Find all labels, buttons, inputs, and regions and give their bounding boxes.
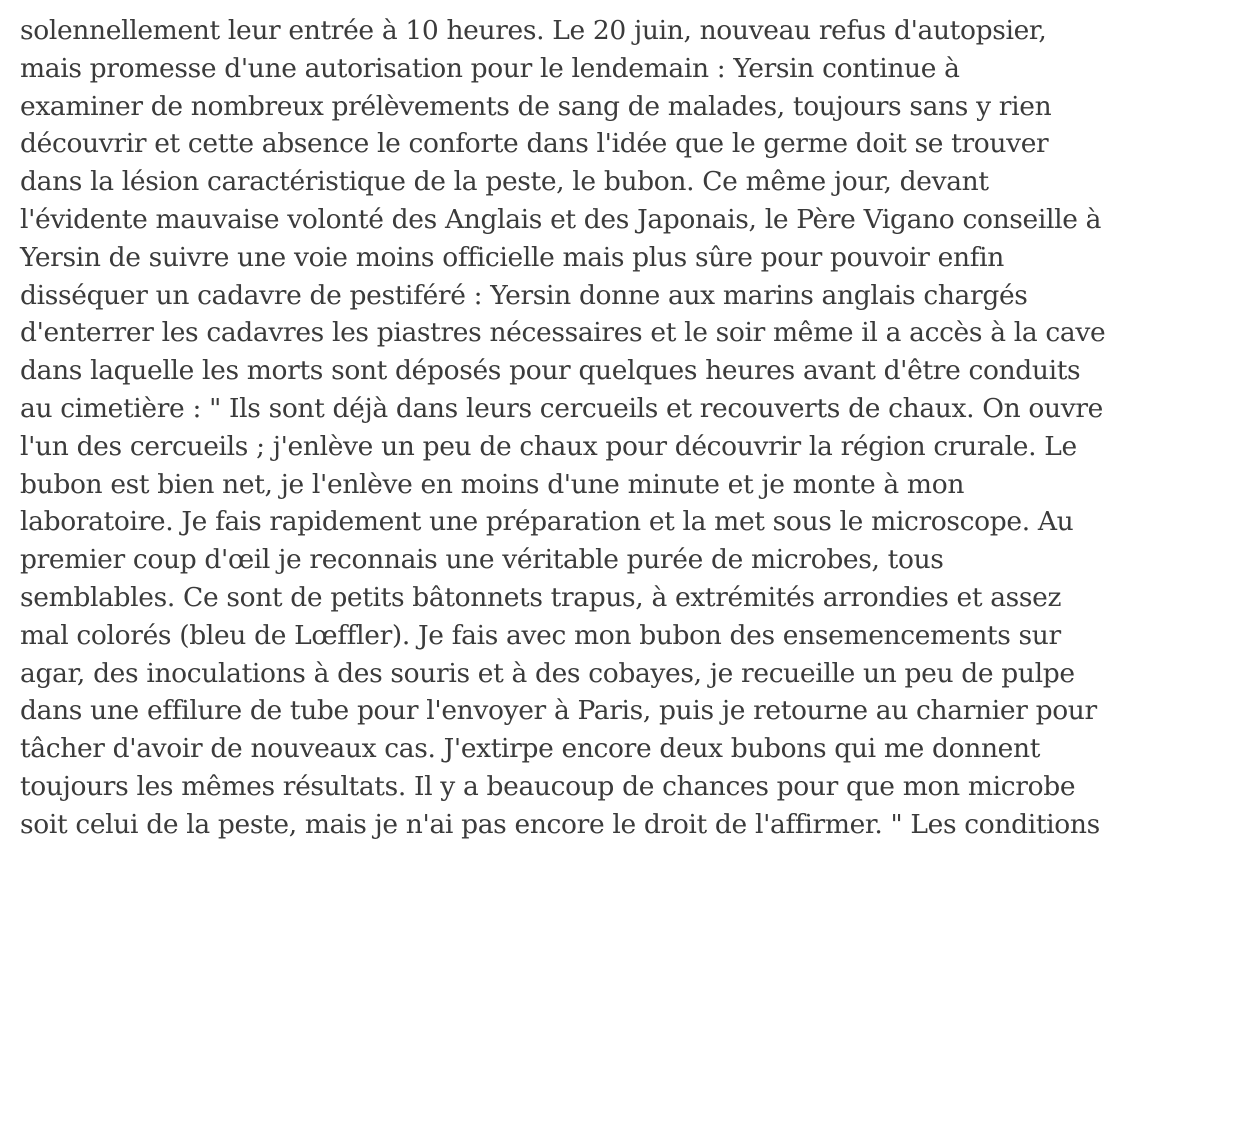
text-line: mal colorés (bleu de Lœffler). Je fais avec mon bubon des ensemencements sur: [20, 619, 1061, 651]
text-line: l'évidente mauvaise volonté des Anglais et des Japonais, le Père Vigano conseille à: [20, 203, 1102, 235]
text-line: dans laquelle les morts sont déposés pour quelques heures avant d'être conduits: [20, 355, 1081, 387]
text-line: semblables. Ce sont de petits bâtonnets trapus, à extrémités arrondies et assez: [20, 581, 1062, 613]
text-line: tâcher d'avoir de nouveaux cas. J'extirpe encore deux bubons qui me donnent: [20, 733, 1041, 765]
text-line: d'enterrer les cadavres les piastres nécessaires et le soir même il a accès à la cave: [20, 317, 1106, 349]
text-line: bubon est bien net, je l'enlève en moins d'une minute et je monte à mon: [20, 468, 965, 500]
text-line: agar, des inoculations à des souris et à des cobayes, je recueille un peu de pulpe: [20, 657, 1075, 689]
text-line: au cimetière : " Ils sont déjà dans leurs cercueils et recouverts de chaux. On ouvre: [20, 392, 1103, 424]
text-line: mais promesse d'une autorisation pour le lendemain : Yersin continue à: [20, 52, 960, 84]
text-line: soit celui de la peste, mais je n'ai pas encore le droit de l'affirmer. " Les conditions: [20, 808, 1100, 840]
text-line: laboratoire. Je fais rapidement une préparation et la met sous le microscope. Au: [20, 506, 1074, 538]
text-line: solennellement leur entrée à 10 heures. Le 20 juin, nouveau refus d'autopsier,: [20, 15, 1047, 46]
text-line: toujours les mêmes résultats. Il y a beaucoup de chances pour que mon microbe: [20, 770, 1076, 802]
text-line: l'un des cercueils ; j'enlève un peu de chaux pour découvrir la région crurale. Le: [20, 430, 1077, 462]
text-line: examiner de nombreux prélèvements de sang de malades, toujours sans y rien: [20, 90, 1052, 122]
text-line: disséquer un cadavre de pestiféré : Yersin donne aux marins anglais chargés: [20, 279, 1028, 311]
text-line: dans une effilure de tube pour l'envoyer à Paris, puis je retourne au charnier pour: [20, 695, 1097, 727]
text-line: découvrir et cette absence le conforte dans l'idée que le germe doit se trouver: [20, 128, 1049, 160]
article-text: [20, 0, 1242, 851]
text-line: Yersin de suivre une voie moins officielle mais plus sûre pour pouvoir enfin: [20, 241, 1005, 273]
text-line: dans la lésion caractéristique de la peste, le bubon. Ce même jour, devant: [20, 166, 989, 198]
text-line: premier coup d'œil je reconnais une véritable purée de microbes, tous: [20, 544, 944, 576]
